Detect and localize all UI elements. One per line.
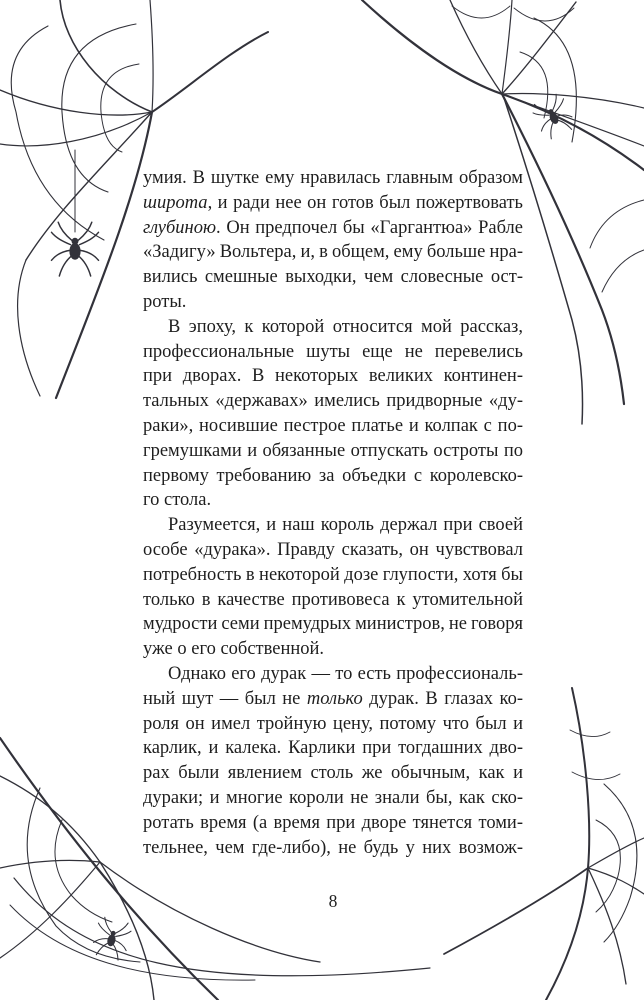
text-line: широта, и ради нее он готов был пожертвовать: [143, 192, 523, 213]
page-number: 8: [328, 891, 338, 911]
text-line: профессиональные шуты еще не перевелись: [143, 341, 523, 362]
text-line: глубиною. Он предпочел бы «Гаргантюа» Рабле: [143, 217, 523, 238]
text-line: роты.: [143, 291, 187, 312]
text-line: мудрости семи премудрых министров, не говоря: [143, 614, 523, 635]
text-line: при дворах. В некоторых великих континен-: [143, 366, 523, 387]
text-line: гремушками и обязанные отпускать остроты по: [143, 440, 523, 461]
spider-icon: [530, 92, 577, 141]
text-line: ротать время (а время при дворе тянется томи-: [143, 812, 523, 833]
text-line: умия. В шутке ему нравилась главным образом: [143, 168, 523, 188]
text-line: Разумеется, и наш король держал при своей: [168, 515, 523, 536]
text-line: особе «дурака». Правду сказать, он чувствовал: [143, 539, 523, 560]
paragraph: [143, 662, 523, 860]
text-line: Однако его дурак — то есть профессиональ-: [168, 663, 523, 684]
paragraph: [143, 166, 523, 315]
text-line: раки», носившие пестрое платье и колпак с по-: [143, 415, 523, 436]
text-block: [143, 166, 523, 860]
text-line: потребность в некоторой дозе глупости, хотя бы: [143, 564, 523, 585]
paragraph: [143, 315, 523, 513]
text-line: уже о его собственной.: [143, 639, 325, 660]
text-line: го стола.: [143, 490, 212, 511]
text-line: В эпоху, к которой относится мой рассказ,: [168, 316, 523, 337]
text-line: вились смешные выходки, чем словесные ост-: [143, 267, 523, 288]
text-line: тельнее, чем где-либо), не будь у них возмож-: [143, 837, 523, 858]
text-line: дураки; и многие короли не знали бы, как ско-: [143, 787, 523, 808]
text-line: первому требованию за объедки с королевско-: [143, 465, 523, 486]
text-line: карлик, и калека. Карлики при тогдашних дво-: [143, 738, 523, 759]
text-line: только в качестве противовеса к утомительной: [143, 589, 523, 610]
text-line: рах были явлением столь же обычным, как и: [143, 763, 523, 784]
text-line: тальных «державах» имелись придворные «ду-: [143, 391, 523, 412]
text-line: роля он имел тройную цену, потому что был и: [143, 713, 523, 734]
text-line: ный шут — был не только дурак. В глазах ко-: [143, 688, 523, 709]
paragraph: [143, 513, 523, 662]
text-line: «Задигу» Вольтера, и, в общем, ему больше нра-: [143, 242, 523, 263]
